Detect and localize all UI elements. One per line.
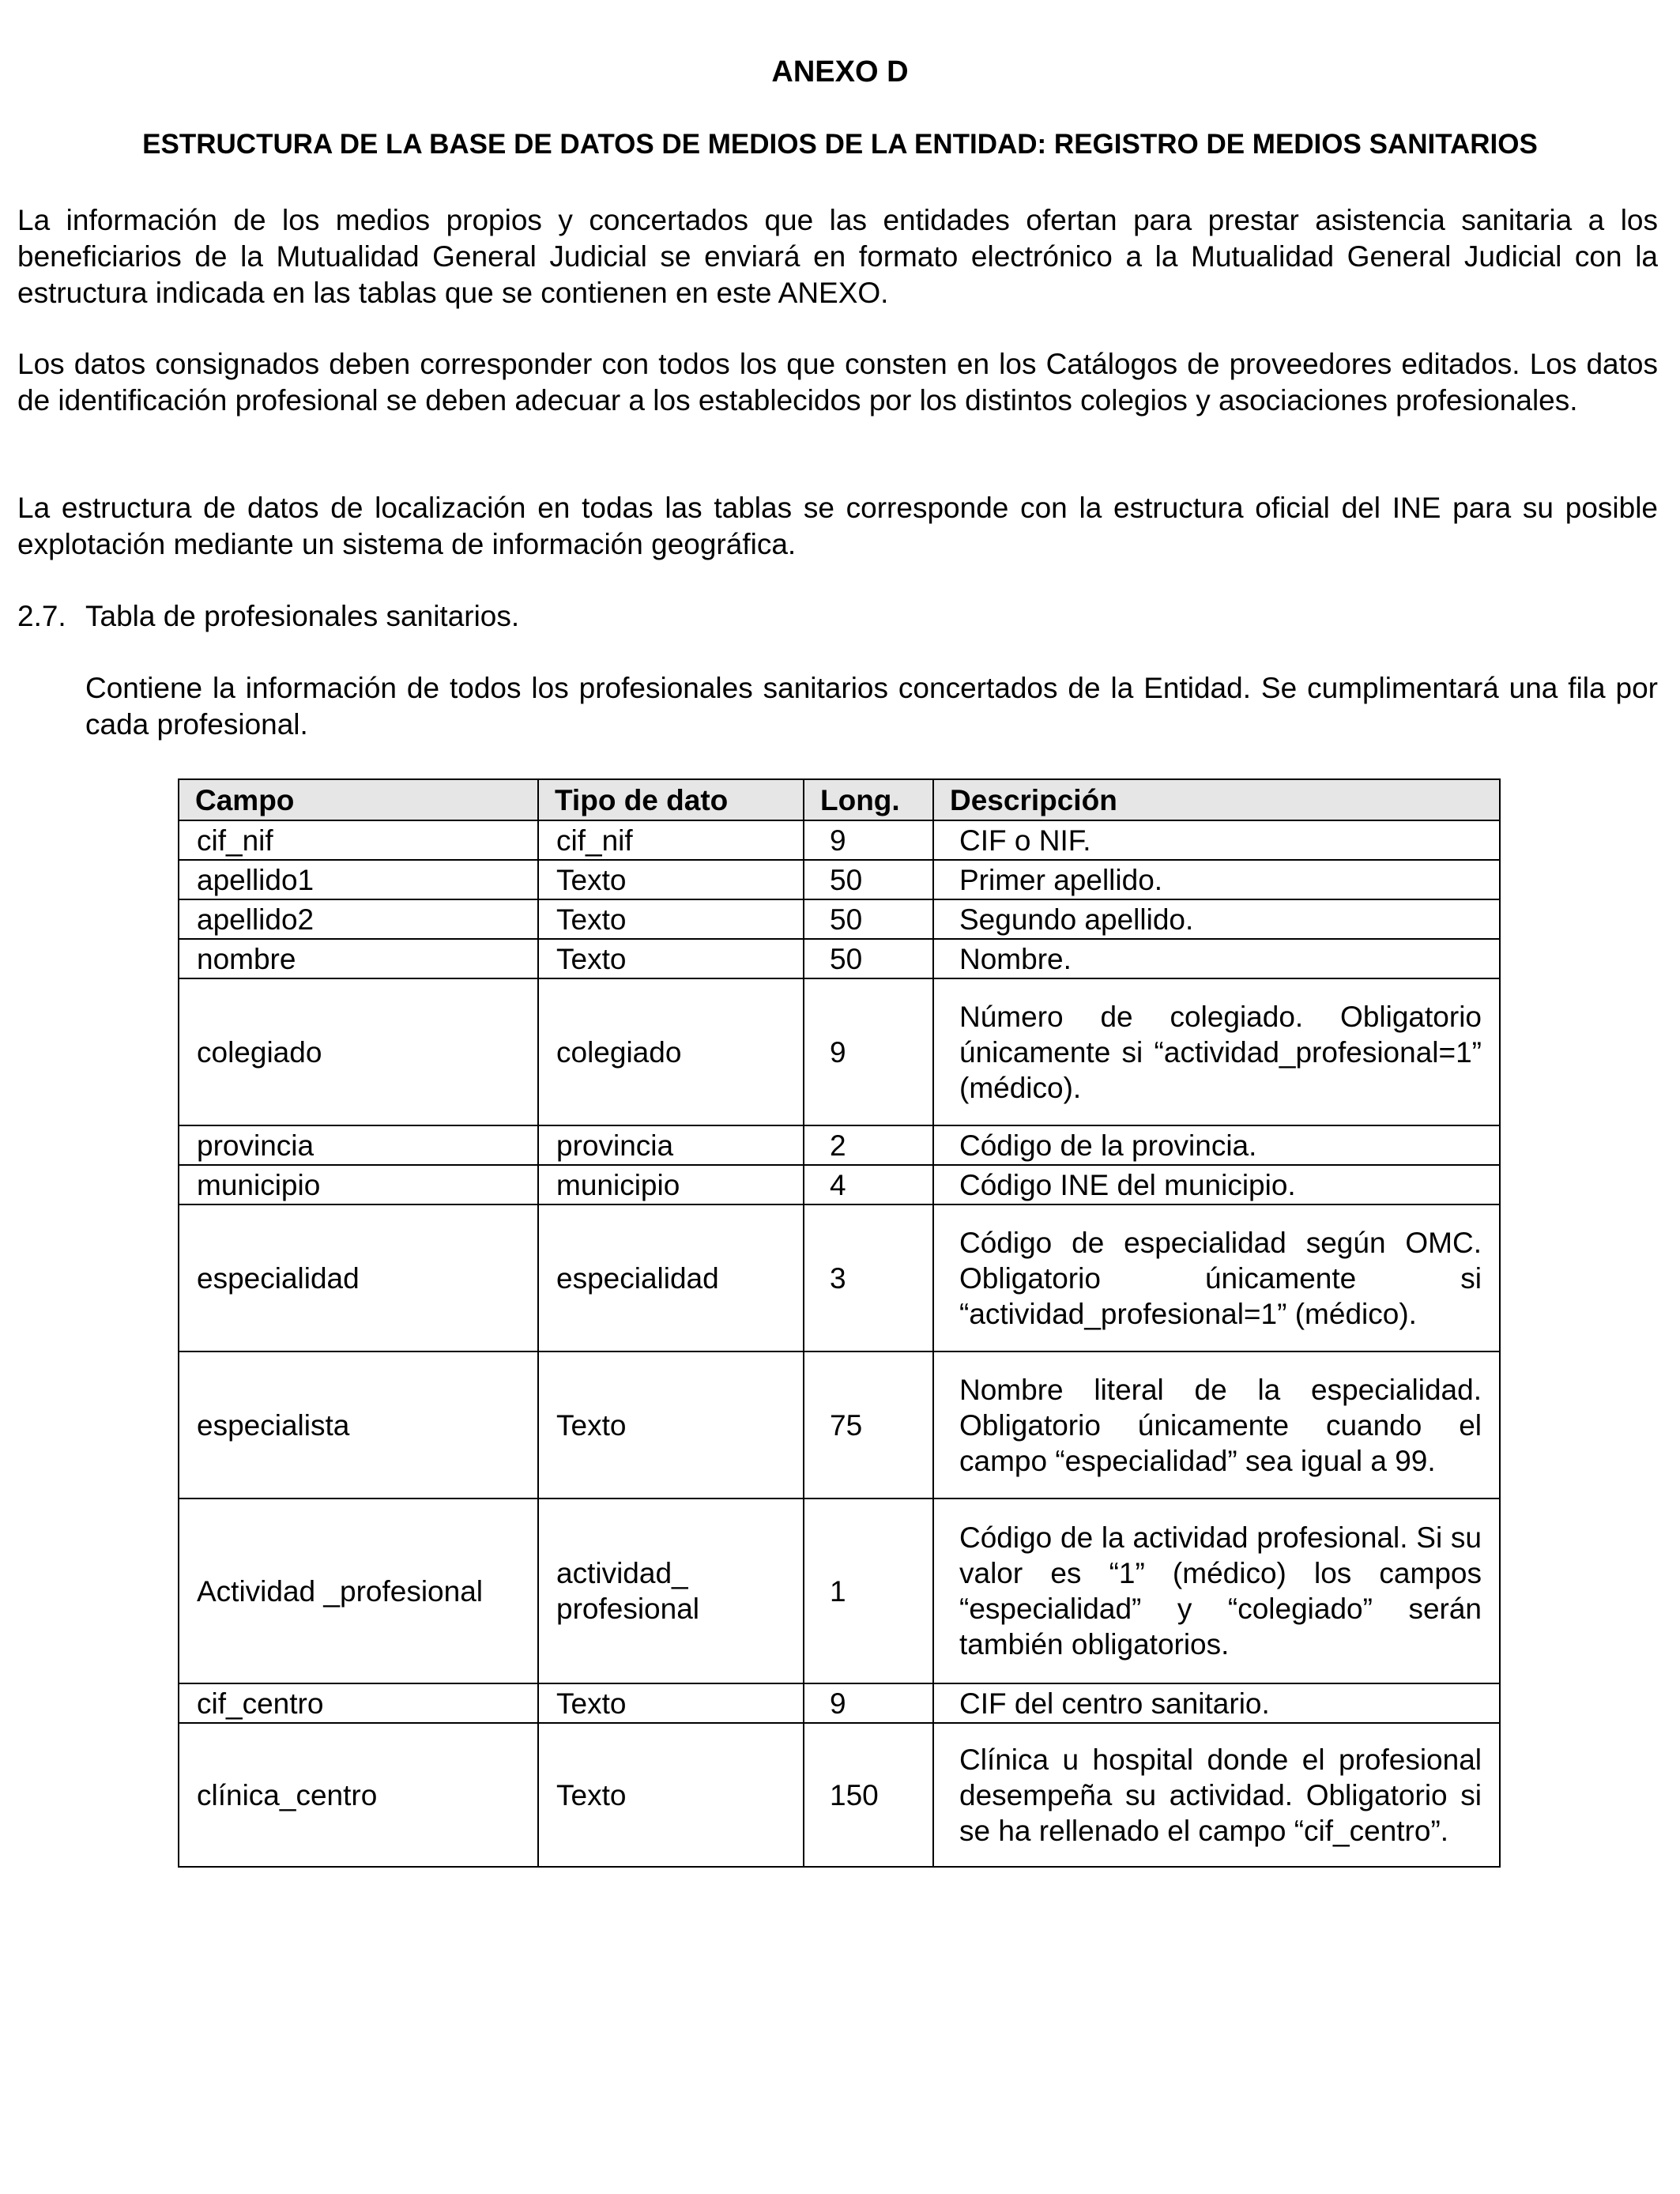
- cell-long: 150: [804, 1723, 933, 1867]
- cell-long: 50: [804, 899, 933, 939]
- section-intro: Contiene la información de todos los profesionales sanitarios concertados de la Entidad. Se cumplimentará una fila por cada profesional.: [85, 672, 1658, 741]
- cell-descripcion: Segundo apellido.: [933, 899, 1500, 939]
- cell-tipo: Texto: [538, 1683, 804, 1723]
- cell-descripcion: Número de colegiado. Obligatorio únicamente si “actividad_profesional=1” (médico).: [933, 978, 1500, 1125]
- cell-tipo: municipio: [538, 1165, 804, 1204]
- section-title: Tabla de profesionales sanitarios.: [85, 600, 520, 632]
- cell-tipo: Texto: [538, 860, 804, 899]
- section-number: 2.7.: [17, 600, 66, 632]
- header-long: Long.: [804, 779, 933, 820]
- paragraph-medios: La información de los medios propios y concertados que las entidades ofertan para prestar asistencia sanitaria a los beneficiarios de la Mutualidad General Judicial se enviará en formato electrónico a la Mutualidad General Judicial con la estructura indicada en las tablas que se contienen en este ANEXO.: [17, 204, 1658, 309]
- table-row: [179, 899, 1500, 939]
- header-campo: Campo: [179, 779, 538, 820]
- table-header-row: [179, 779, 1500, 820]
- cell-tipo: Texto: [538, 1723, 804, 1867]
- professionals-table: [178, 778, 1501, 1868]
- cell-campo: nombre: [179, 939, 538, 978]
- table-row: [179, 820, 1500, 860]
- cell-campo: especialista: [179, 1351, 538, 1498]
- cell-campo: municipio: [179, 1165, 538, 1204]
- cell-descripcion: Código de la actividad profesional. Si su valor es “1” (médico) los campos “especialidad” y “colegiado” serán también obligatorios.: [933, 1498, 1500, 1683]
- cell-descripcion: Clínica u hospital donde el profesional desempeña su actividad. Obligatorio si se ha rellenado el campo “cif_centro”.: [933, 1723, 1500, 1867]
- table-row: [179, 1125, 1500, 1165]
- cell-tipo: colegiado: [538, 978, 804, 1125]
- annex-title: ANEXO D: [771, 55, 909, 89]
- cell-tipo: cif_nif: [538, 820, 804, 860]
- cell-descripcion: Nombre literal de la especialidad. Obligatorio únicamente cuando el campo “especialidad” sea igual a 99.: [933, 1351, 1500, 1498]
- cell-descripcion: Código de la provincia.: [933, 1125, 1500, 1165]
- cell-campo: apellido2: [179, 899, 538, 939]
- table-row: [179, 1498, 1500, 1683]
- cell-descripcion: CIF o NIF.: [933, 820, 1500, 860]
- table-row: [179, 1683, 1500, 1723]
- table-row: [179, 1204, 1500, 1351]
- cell-tipo: Texto: [538, 939, 804, 978]
- section-heading: [17, 598, 519, 635]
- cell-descripcion: Código INE del municipio.: [933, 1165, 1500, 1204]
- cell-tipo: provincia: [538, 1125, 804, 1165]
- header-descripcion: Descripción: [933, 779, 1500, 820]
- cell-campo: clínica_centro: [179, 1723, 538, 1867]
- cell-campo: apellido1: [179, 860, 538, 899]
- cell-descripcion: Nombre.: [933, 939, 1500, 978]
- cell-campo: cif_centro: [179, 1683, 538, 1723]
- cell-tipo: actividad_ profesional: [538, 1498, 804, 1683]
- cell-campo: provincia: [179, 1125, 538, 1165]
- cell-tipo: Texto: [538, 1351, 804, 1498]
- cell-long: 50: [804, 939, 933, 978]
- cell-descripcion: Primer apellido.: [933, 860, 1500, 899]
- cell-long: 2: [804, 1125, 933, 1165]
- cell-campo: Actividad _profesional: [179, 1498, 538, 1683]
- cell-campo: cif_nif: [179, 820, 538, 860]
- cell-descripcion: CIF del centro sanitario.: [933, 1683, 1500, 1723]
- cell-campo: especialidad: [179, 1204, 538, 1351]
- cell-long: 9: [804, 820, 933, 860]
- cell-long: 4: [804, 1165, 933, 1204]
- document-heading: ESTRUCTURA DE LA BASE DE DATOS DE MEDIOS DE LA ENTIDAD: REGISTRO DE MEDIOS SANITARIOS: [142, 129, 1538, 160]
- table-row: [179, 1351, 1500, 1498]
- cell-long: 3: [804, 1204, 933, 1351]
- cell-campo: colegiado: [179, 978, 538, 1125]
- cell-tipo: Texto: [538, 899, 804, 939]
- table-row: [179, 860, 1500, 899]
- cell-long: 9: [804, 1683, 933, 1723]
- table-row: [179, 1165, 1500, 1204]
- header-tipo-de-dato: Tipo de dato: [538, 779, 804, 820]
- cell-long: 75: [804, 1351, 933, 1498]
- cell-tipo: especialidad: [538, 1204, 804, 1351]
- paragraph-catalogos: Los datos consignados deben corresponder con todos los que consten en los Catálogos de proveedores editados. Los datos de identificación profesional se deben adecuar a los establecidos por los distintos colegios y asociaciones profesionales.: [17, 348, 1658, 417]
- cell-long: 9: [804, 978, 933, 1125]
- cell-long: 1: [804, 1498, 933, 1683]
- table-row: [179, 978, 1500, 1125]
- table-row: [179, 939, 1500, 978]
- paragraph-localizacion: La estructura de datos de localización en todas las tablas se corresponde con la estructura oficial del INE para su posible explotación mediante un sistema de información geográfica.: [17, 492, 1658, 560]
- cell-descripcion: Código de especialidad según OMC. Obligatorio únicamente si “actividad_profesional=1” (médico).: [933, 1204, 1500, 1351]
- cell-long: 50: [804, 860, 933, 899]
- table-row: [179, 1723, 1500, 1867]
